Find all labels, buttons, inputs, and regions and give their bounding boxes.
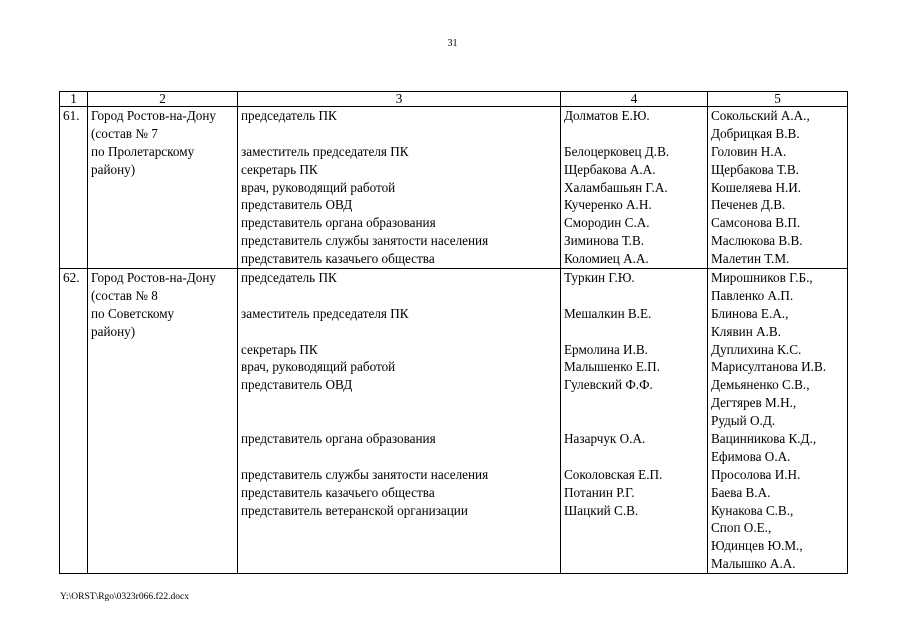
area-line: (состав № 7 [91,125,158,141]
member-line: Щербакова А.А. [564,161,656,177]
role-line [241,323,557,341]
reserve-line: Павленко А.П. [711,287,794,303]
role-line [241,412,557,430]
file-path-footer: Y:\ORST\Rgo\0323r066.f22.docx [60,592,189,602]
header-cell-1: 1 [60,92,88,107]
member-line: Долматов Е.Ю. [564,108,650,123]
role-line: представитель казачьего общества [241,484,435,500]
member-line: Смородин С.А. [564,215,650,231]
reserve-line: Малетин Т.М. [711,251,790,267]
commission-table [59,91,848,574]
reserve-line: Печенев Д.В. [711,197,786,213]
member-line [564,125,704,143]
member-line: Назарчук О.А. [564,431,646,447]
member-line: Гулевский Ф.Ф. [564,377,653,393]
reserve-line: Добрицкая В.В. [711,125,800,141]
member-line: Соколовская Е.П. [564,466,663,482]
role-line: представитель органа образования [241,215,436,231]
reserve-line: Кошеляева Н.И. [711,179,802,195]
member-line: Ермолина И.В. [564,341,648,357]
header-cell-3: 3 [238,92,561,107]
role-cell [238,269,561,574]
role-line: председатель ПК [241,270,337,286]
page-number: 31 [447,38,458,49]
reserve-line: Ефимова О.А. [711,448,791,464]
role-line [241,555,557,573]
member-line: Кучеренко А.Н. [564,197,652,213]
area-line: Город Ростов-на-Дону [91,108,216,123]
reserve-line: Клявин А.В. [711,323,781,339]
reserve-line: Юдинцев Ю.М., [711,538,803,554]
reserve-cell [708,269,848,574]
table-row [60,107,848,269]
role-line [241,287,557,305]
member-line: Мешалкин В.Е. [564,305,652,321]
reserve-line: Мирошников Г.Б., [711,270,813,286]
reserve-line: Споп О.Е., [711,520,772,536]
role-line: секретарь ПК [241,161,318,177]
member-line: Зиминова Т.В. [564,233,645,249]
reserve-line: Головин Н.А. [711,143,787,159]
row-number-cell: 61. [60,107,88,269]
reserve-line: Дегтярев М.Н., [711,395,797,411]
role-line [241,537,557,555]
reserve-line: Самсонова В.П. [711,215,801,231]
role-line: секретарь ПК [241,341,318,357]
area-line: по Пролетарскому [91,143,195,159]
role-line [241,448,557,466]
member-line [564,555,704,573]
member-line [564,287,704,305]
role-line: представитель ОВД [241,377,353,393]
member-line: Потанин Р.Г. [564,484,635,500]
member-line: Белоцерковец Д.В. [564,143,670,159]
reserve-line: Рудый О.Д. [711,413,776,429]
area-cell [88,269,238,574]
area-line: по Советскому [91,305,175,321]
role-line: председатель ПК [241,108,337,123]
role-line: представитель органа образования [241,431,436,447]
reserve-line: Просолова И.Н. [711,466,801,482]
role-line [241,394,557,412]
role-line: представитель службы занятости населения [241,233,489,249]
role-line: врач, руководящий работой [241,179,396,195]
reserve-line: Кунакова С.В., [711,502,794,518]
member-line [564,394,704,412]
reserve-line: Сокольский А.А., [711,108,810,123]
member-cell [561,269,708,574]
area-line: Город Ростов-на-Дону [91,270,216,286]
member-cell [561,107,708,269]
role-line [241,125,557,143]
role-line: заместитель председателя ПК [241,305,409,321]
area-line: (состав № 8 [91,287,158,303]
member-line [564,537,704,555]
member-line [564,412,704,430]
header-cell-5: 5 [708,92,848,107]
member-line: Малышенко Е.П. [564,359,661,375]
table-header-row [60,92,848,107]
role-line [241,519,557,537]
reserve-line: Баева В.А. [711,484,771,500]
member-line [564,448,704,466]
role-line: представитель ОВД [241,197,353,213]
member-line [564,323,704,341]
reserve-line: Демьяненко С.В., [711,377,810,393]
member-line: Халамбашьян Г.А. [564,179,668,195]
area-cell [88,107,238,269]
member-line: Коломиец А.А. [564,251,649,267]
reserve-line: Малышко А.А. [711,556,796,572]
role-cell [238,107,561,269]
table-row [60,269,848,574]
role-line: представитель ветеранской организации [241,502,468,518]
reserve-cell [708,107,848,269]
member-line: Туркин Г.Ю. [564,270,635,286]
header-cell-2: 2 [88,92,238,107]
role-line: заместитель председателя ПК [241,143,409,159]
reserve-line: Маслюкова В.В. [711,233,803,249]
role-line: врач, руководящий работой [241,359,396,375]
reserve-line: Дуплихина К.С. [711,341,802,357]
role-line: представитель службы занятости населения [241,466,489,482]
area-line: району) [91,323,136,339]
reserve-line: Блинова Е.А., [711,305,789,321]
role-line: представитель казачьего общества [241,251,435,267]
reserve-line: Щербакова Т.В. [711,161,799,177]
member-line: Шацкий С.В. [564,502,639,518]
reserve-line: Вацинникова К.Д., [711,431,817,447]
row-number-cell: 62. [60,269,88,574]
reserve-line: Марисултанова И.В. [711,359,827,375]
area-line: району) [91,161,136,177]
header-cell-4: 4 [561,92,708,107]
member-line [564,519,704,537]
